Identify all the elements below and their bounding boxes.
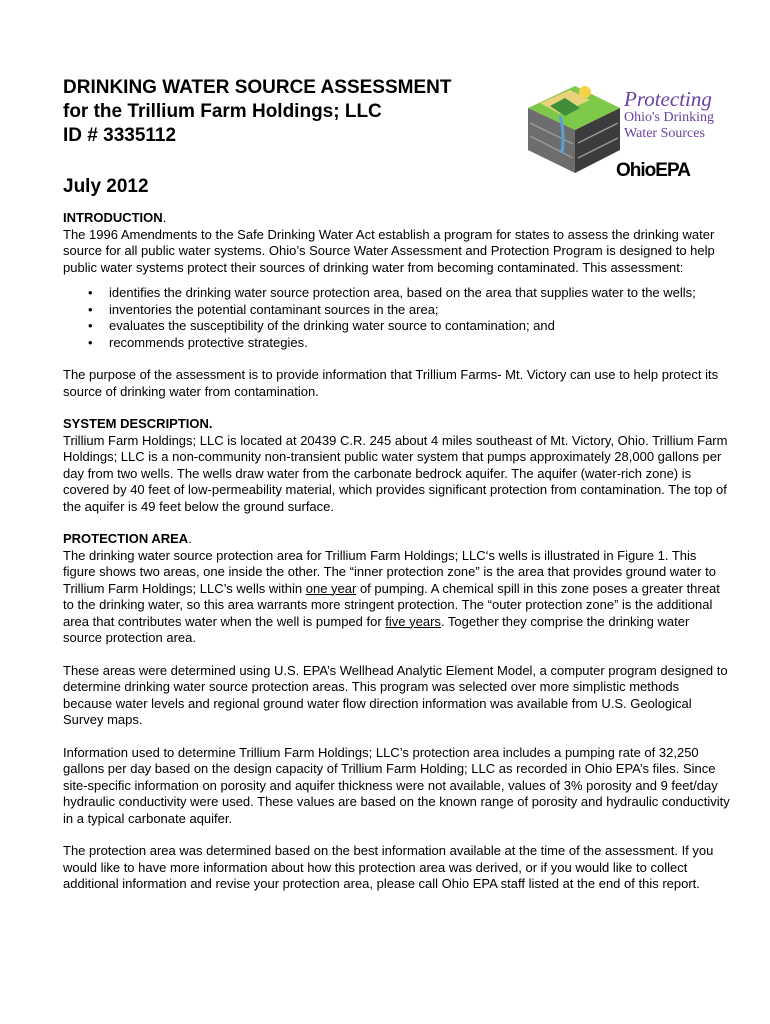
landscape-block-icon (520, 78, 620, 178)
list-item: • evaluates the susceptibility of the drinking water source to contamination; and (109, 318, 731, 335)
title-line-1: DRINKING WATER SOURCE ASSESSMENT (63, 77, 452, 98)
logo-line-1: Protecting (624, 87, 712, 111)
intro-text: The 1996 Amendments to the Safe Drinking Water Act establish a program for states to assess the drinking water source for all public water systems. Ohio’s Source Water Assessment and Protection Program is designed to help public water systems protect their sources of drinking water from becoming contaminated. This assessment: (63, 226, 715, 275)
agency-wordmark: OhioEPA (616, 160, 690, 181)
logo-line-3: Water Sources (624, 126, 705, 141)
protection-text-4: The protection area was determined based on the best information available at the time of the assessment. If you would like to have more information about how this protection area was derived, or if you would like to collect additional information and revise your protection area, please call Ohio EPA staff listed at the end of this report. (63, 843, 714, 891)
purpose-text: The purpose of the assessment is to provide information that Trillium Farms- Mt. Victory can use to help protect its source of drinking water from contamination. (63, 367, 719, 399)
intro-heading: INTRODUCTION. (63, 210, 167, 225)
list-item: • recommends protective strategies. (109, 335, 731, 352)
protection-heading: PROTECTION AREA. (63, 531, 192, 546)
assessment-list (63, 285, 731, 351)
logo-line-2: Ohio's Drinking (624, 110, 715, 125)
document-date: July 2012 (63, 176, 149, 197)
protection-text-2: These areas were determined using U.S. EPA’s Wellhead Analytic Element Model, a computer program designed to determine drinking water source protection areas. This program was selected over more simplistic methods because water levels and regional ground water flow direction information was available from U.S. Geological Survey maps. (63, 662, 728, 727)
title-line-3: ID # 3335112 (63, 125, 177, 146)
ohio-epa-logo (520, 78, 730, 188)
protection-text-3: Information used to determine Trillium Farm Holdings; LLC’s protection area includes a pumping rate of 32,250 gallons per day based on the design capacity of Trillium Farm Holding; LLC as recorded in Ohio EPA’s files. Since site-specific information on porosity and aquifer thickness were not available, values of 3% porosity and 9 feet/day hydraulic conductivity were used. These values are based on the known range of porosity and hydraulic conductivity in a typical carbonate aquifer. (63, 744, 730, 826)
system-text: Trillium Farm Holdings; LLC is located at 20439 C.R. 245 about 4 miles southeast of Mt. Victory, Ohio. Trillium Farm Holdings; LLC is a non-community non-transient public water system that pumps approximately 28,000 gallons per day from two wells. The wells draw water from the carbonate bedrock aquifer. The aquifer (water-rich zone) is covered by 40 feet of low-permeability material, which provides significant protection from contamination. The top of the aquifer is 49 feet below the ground surface. (63, 432, 728, 514)
list-item: • inventories the potential contaminant sources in the area; (109, 302, 731, 319)
logo-text (624, 88, 714, 142)
system-heading: SYSTEM DESCRIPTION. (63, 416, 213, 431)
document-title (63, 76, 451, 148)
title-line-2: for the Trillium Farm Holdings; LLC (63, 101, 382, 122)
document-body (63, 210, 731, 893)
protection-text-1: The drinking water source protection area for Trillium Farm Holdings; LLC‘s wells is illustrated in Figure 1. This figure shows two areas, one inside the other. The “inner protection zone” is the area that provides ground water to Trillium Farm Holdings; LLC’s wells within one year of pumping. A chemical spill in this zone poses a greater threat to the drinking water, so this area warrants more stringent protection. The “outer protection zone” is the additional area that contributes water when the well is pumped for five years. Together they comprise the drinking water source protection area. (63, 547, 720, 645)
list-item: • identifies the drinking water source protection area, based on the area that supplies water to the wells; (109, 285, 731, 302)
